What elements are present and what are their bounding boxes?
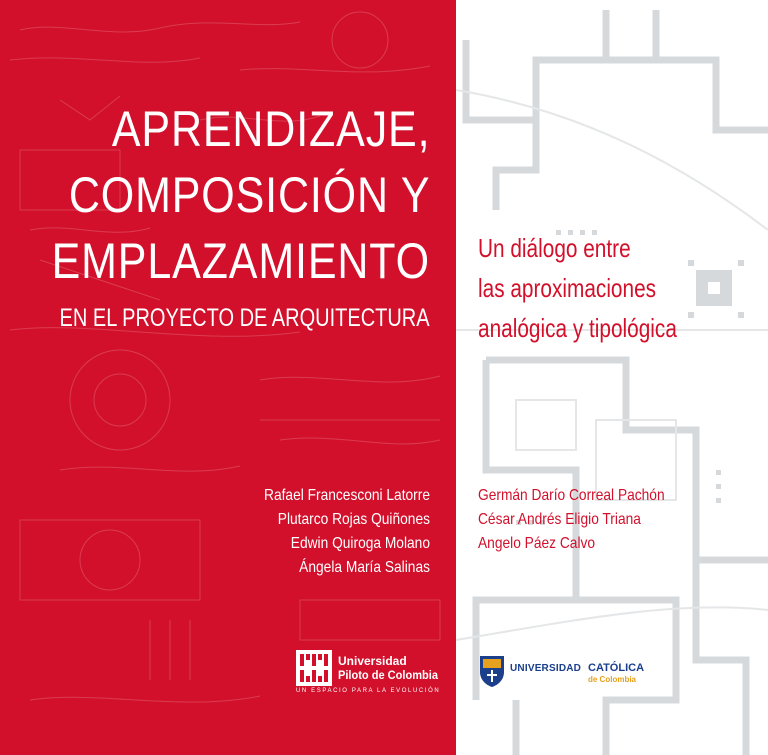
author-name: César Andrés Eligio Triana <box>478 511 641 528</box>
author-name: Edwin Quiroga Molano <box>290 535 430 552</box>
author-name: Angelo Páez Calvo <box>478 535 596 552</box>
piloto-slogan: UN ESPACIO PARA LA EVOLUCIÓN <box>296 688 441 694</box>
title-line-1: APRENDIZAJE, <box>111 101 430 157</box>
piloto-emblem-icon <box>296 650 332 686</box>
title-line-3: EMPLAZAMIENTO <box>51 233 430 289</box>
authors-right <box>478 484 665 556</box>
subtitle-line: Un diálogo entre <box>478 233 631 263</box>
subtitle <box>478 228 677 348</box>
piloto-name-line-2: Piloto de Colombia <box>338 668 438 682</box>
universidad-catolica-logo <box>478 654 648 690</box>
catolica-subtitle: de Colombia <box>588 675 637 684</box>
architectural-plan-drawing <box>456 0 768 755</box>
author-name: Plutarco Rojas Quiñones <box>277 511 430 528</box>
catolica-word-universidad: UNIVERSIDAD <box>510 663 582 674</box>
piloto-name-line-1: Universidad <box>338 654 407 668</box>
author-name: Ángela María Salinas <box>299 559 430 576</box>
author-name: Germán Darío Correal Pachón <box>478 487 665 504</box>
catolica-word-catolica: CATÓLICA <box>588 662 645 674</box>
authors-left <box>264 484 430 580</box>
author-name: Rafael Francesconi Latorre <box>264 487 430 504</box>
white-panel <box>456 0 768 755</box>
title-line-2: COMPOSICIÓN Y <box>68 167 430 223</box>
title-line-4: EN EL PROYECTO DE ARQUITECTURA <box>59 304 430 332</box>
catolica-shield-icon <box>478 654 506 688</box>
subtitle-line: analógica y tipológica <box>478 313 677 343</box>
subtitle-line: las aproximaciones <box>478 273 657 303</box>
universidad-piloto-logo <box>296 650 441 696</box>
